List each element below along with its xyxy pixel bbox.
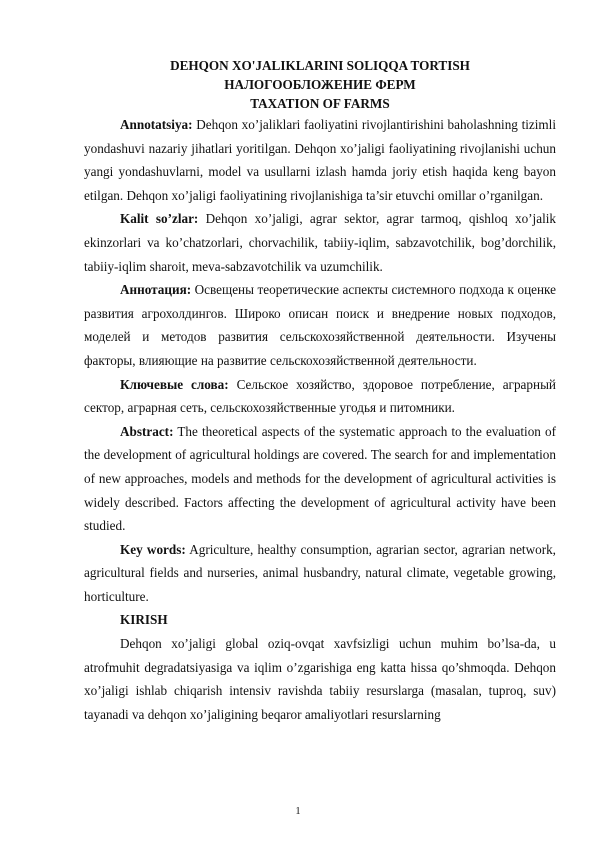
page-number: 1 — [295, 806, 301, 817]
annotation-russian — [84, 278, 556, 372]
keywords-russian — [84, 373, 556, 420]
abstract-english-label: Abstract: — [120, 423, 174, 439]
annotation-uzbek-text: Dehqon xo’jaliklari faoliyatini rivojlantirishini baholashning tizimli yondashuvi nazariy jihatlari yoritilgan. Dehqon xo’jaligi faoliyatining rivojlanishi uchun yangi yondashuvlarni, model va usullarni izlash hamda joriy etish haqida keng bayon etilgan. Dehqon xo’jaligi faoliyatining rivojlanishiga ta’sir etuvchi omillar o’rganilgan. — [84, 117, 556, 203]
annotation-uzbek-label: Annotatsiya: — [120, 117, 193, 132]
annotation-russian-text: Освещены теоретические аспекты системного подхода к оценке развития агрохолдингов. Широко описан поиск и внедрение новых подходов, моделей и методов развития сельскохозяйственной деятельности. Изучены факторы, влияющие на развитие сельскохозяйственной деятельности. — [84, 282, 556, 368]
page-body — [84, 56, 556, 726]
keywords-uzbek-label: Kalit so’zlar: — [120, 211, 199, 227]
title-russian: НАЛОГООБЛОЖЕНИЕ ФЕРМ — [224, 77, 416, 92]
title-english: TAXATION OF FARMS — [250, 96, 390, 111]
title-uzbek: DEHQON XO'JALIKLARINI SOLIQQA TORTISH — [170, 58, 470, 73]
annotation-uzbek — [84, 113, 556, 207]
keywords-russian-text: Сельское хозяйство, здоровое потребление, аграрный сектор, аграрная сеть, сельскохозяйственные угодья и питомники. — [84, 376, 556, 416]
keywords-uzbek — [84, 207, 556, 278]
intro-paragraph: Dehqon xo’jaligi global oziq-ovqat xavfsizligi uchun muhim bo’lsa-da, u atrofmuhit degradatsiyasiga va iqlim o’zgarishiga eng katta hissa qo’shmoqda. Dehqon xo’jaligi ishlab chiqarish intensiv ravishda tabiiy resurslarga (masalan, tuproq, suv) tayanadi va dehqon xo’jaligining beqaror amaliyotlari resurslarning — [84, 636, 556, 722]
keywords-english — [84, 538, 556, 609]
abstract-english-text: The theoretical aspects of the systematic approach to the evaluation of the development of agricultural holdings are covered. The search for and implementation of new approaches, models and methods for the development of agricultural activities is widely described. Factors affecting the development of agricultural activity have been studied. — [84, 423, 556, 534]
abstract-english — [84, 420, 556, 538]
annotation-russian-label: Аннотация: — [120, 282, 192, 298]
section-heading-intro: KIRISH — [120, 612, 168, 628]
keywords-english-label: Key words: — [120, 541, 186, 557]
keywords-uzbek-text: Dehqon xo’jaligi, agrar sektor, agrar tarmoq, qishloq xo’jalik ekinzorlari va ko’chatzorlari, chorvachilik, tabiiy-iqlim, sabzavotchilik, bog’dorchilik, tabiiy-iqlim sharoit, meva-sabzavotchilik va uzumchilik. — [84, 211, 556, 274]
keywords-russian-label: Ключевые слова: — [120, 376, 229, 392]
keywords-english-text: Agriculture, healthy consumption, agrarian sector, agrarian network, agricultural fields and nurseries, animal husbandry, natural climate, vegetable growing, horticulture. — [84, 541, 556, 604]
